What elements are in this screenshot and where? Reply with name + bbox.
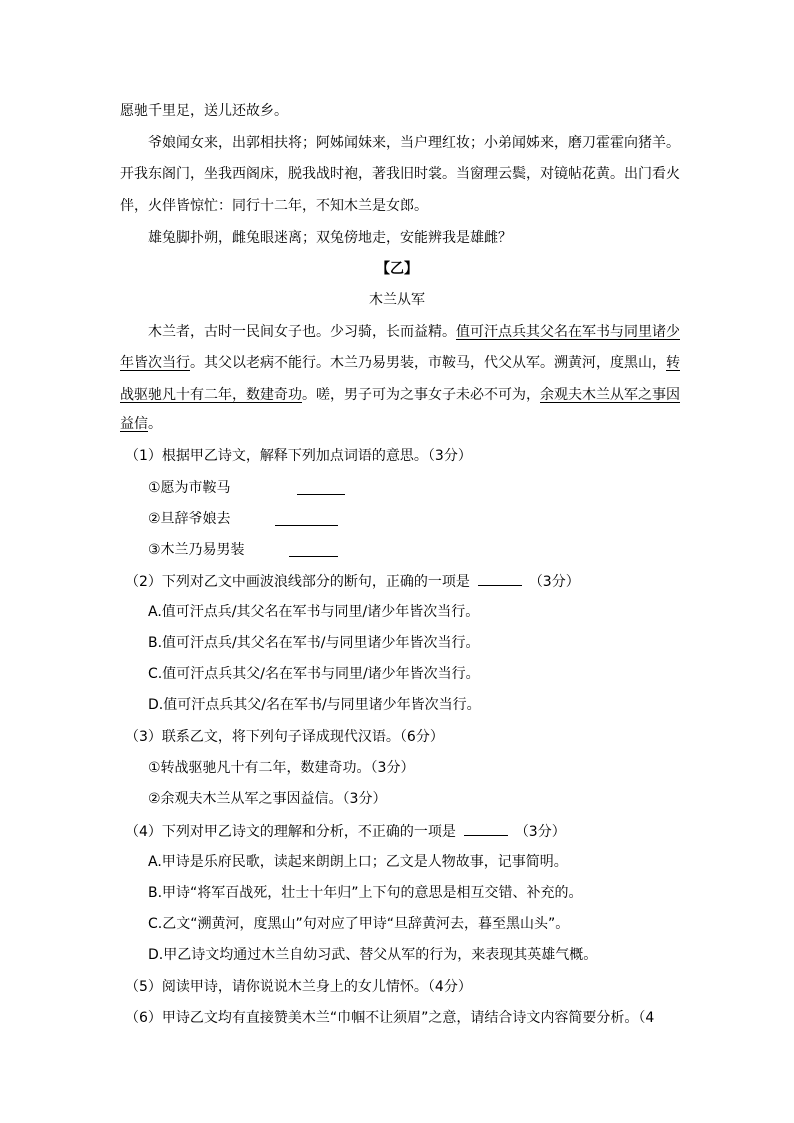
passage-title: 木兰从军 xyxy=(369,292,425,308)
answer-blank[interactable] xyxy=(275,511,338,526)
passage-line xyxy=(120,353,680,373)
underlined-text: 余观夫木兰从军之事因 xyxy=(540,387,680,403)
question-3: （3）联系乙文，将下列句子译成现代汉语。（6分） xyxy=(125,729,444,745)
poem-line: 开我东阁门，坐我西阁床，脱我战时袍，著我旧时裳。当窗理云鬓，对镜帖花黄。出门看火 xyxy=(120,166,680,182)
poem-line: 伴，火伴皆惊忙：同行十二年，不知木兰是女郎。 xyxy=(120,198,428,214)
question-2-score: （3分） xyxy=(528,574,580,590)
option-a: A.值可汗点兵/其父名在军书与同里/诸少年皆次当行。 xyxy=(148,604,480,620)
question-1-item-text: ②旦辞爷娘去 xyxy=(148,511,231,527)
passage-text: 木兰者，古时一民间女子也。少习骑，长而益精。 xyxy=(148,324,456,340)
section-heading: 【乙】 xyxy=(376,261,418,277)
answer-blank[interactable] xyxy=(478,571,522,586)
question-2-text: （2）下列对乙文中画波浪线部分的断句，正确的一项是 xyxy=(125,574,470,590)
underlined-text: 战驱驰凡十有二年，数建奇功 xyxy=(120,387,302,403)
question-1-item xyxy=(148,540,245,560)
option-d: D.值可汗点兵其父/名在军书/与同里诸少年皆次当行。 xyxy=(148,697,481,713)
passage-text: 。 xyxy=(148,416,162,432)
question-1-item-text: ①愿为市鞍马 xyxy=(148,480,231,496)
passage-text: 。嗟，男子可为之事女子未必不可为， xyxy=(302,387,540,403)
question-3-item: ②余观夫木兰从军之事因益信。（3分） xyxy=(148,791,387,807)
option-b: B.值可汗点兵/其父名在军书/与同里诸少年皆次当行。 xyxy=(148,635,480,651)
passage-line xyxy=(120,385,680,405)
answer-blank[interactable] xyxy=(297,480,345,495)
question-4-text: （4）下列对甲乙诗文的理解和分析，不正确的一项是 xyxy=(125,824,456,840)
question-1-item xyxy=(148,509,231,529)
option-d: D.甲乙诗文均通过木兰自幼习武、替父从军的行为，来表现其英雄气概。 xyxy=(148,947,598,963)
question-5: （5）阅读甲诗，请你说说木兰身上的女儿情怀。（4分） xyxy=(125,979,472,995)
question-4 xyxy=(125,821,566,841)
answer-blank[interactable] xyxy=(289,542,338,557)
option-a: A.甲诗是乐府民歌，读起来朗朗上口；乙文是人物故事，记事简明。 xyxy=(148,854,568,870)
question-6: （6）甲诗乙文均有直接赞美木兰“巾帼不让须眉”之意，请结合诗文内容简要分析。（4 xyxy=(125,1010,655,1026)
question-1: （1）根据甲乙诗文，解释下列加点词语的意思。（3分） xyxy=(125,448,472,464)
passage-line xyxy=(148,322,680,342)
option-c: C.乙文“溯黄河，度黑山”句对应了甲诗“旦辞黄河去，暮至黑山头”。 xyxy=(148,916,570,932)
question-2 xyxy=(125,571,580,591)
underlined-text: 益信 xyxy=(120,416,148,432)
answer-blank[interactable] xyxy=(464,821,508,836)
poem-line: 愿驰千里足，送儿还故乡。 xyxy=(120,103,288,119)
wavy-underlined-text: 年皆次当行 xyxy=(120,355,190,371)
passage-line xyxy=(120,414,162,434)
option-b: B.甲诗“将军百战死，壮士十年归”上下句的意思是相互交错、补充的。 xyxy=(148,885,583,901)
option-c: C.值可汗点兵其父/名在军书与同里/诸少年皆次当行。 xyxy=(148,666,480,682)
passage-text: 。其父以老病不能行。木兰乃易男装，市鞍马，代父从军。溯黄河，度黑山， xyxy=(190,355,666,371)
question-3-item: ①转战驱驰凡十有二年，数建奇功。（3分） xyxy=(148,760,415,776)
poem-line: 爷娘闻女来，出郭相扶将；阿姊闻妹来，当户理红妆；小弟闻姊来，磨刀霍霍向猪羊。 xyxy=(148,135,680,151)
underlined-text: 转 xyxy=(666,355,680,371)
wavy-underlined-text: 值可汗点兵其父名在军书与同里诸少 xyxy=(456,324,680,340)
question-1-item-text: ③木兰乃易男装 xyxy=(148,542,245,558)
question-1-item xyxy=(148,478,231,498)
question-4-score: （3分） xyxy=(514,824,566,840)
poem-line: 雄兔脚扑朔，雌兔眼迷离；双兔傍地走，安能辨我是雄雌？ xyxy=(148,230,512,246)
